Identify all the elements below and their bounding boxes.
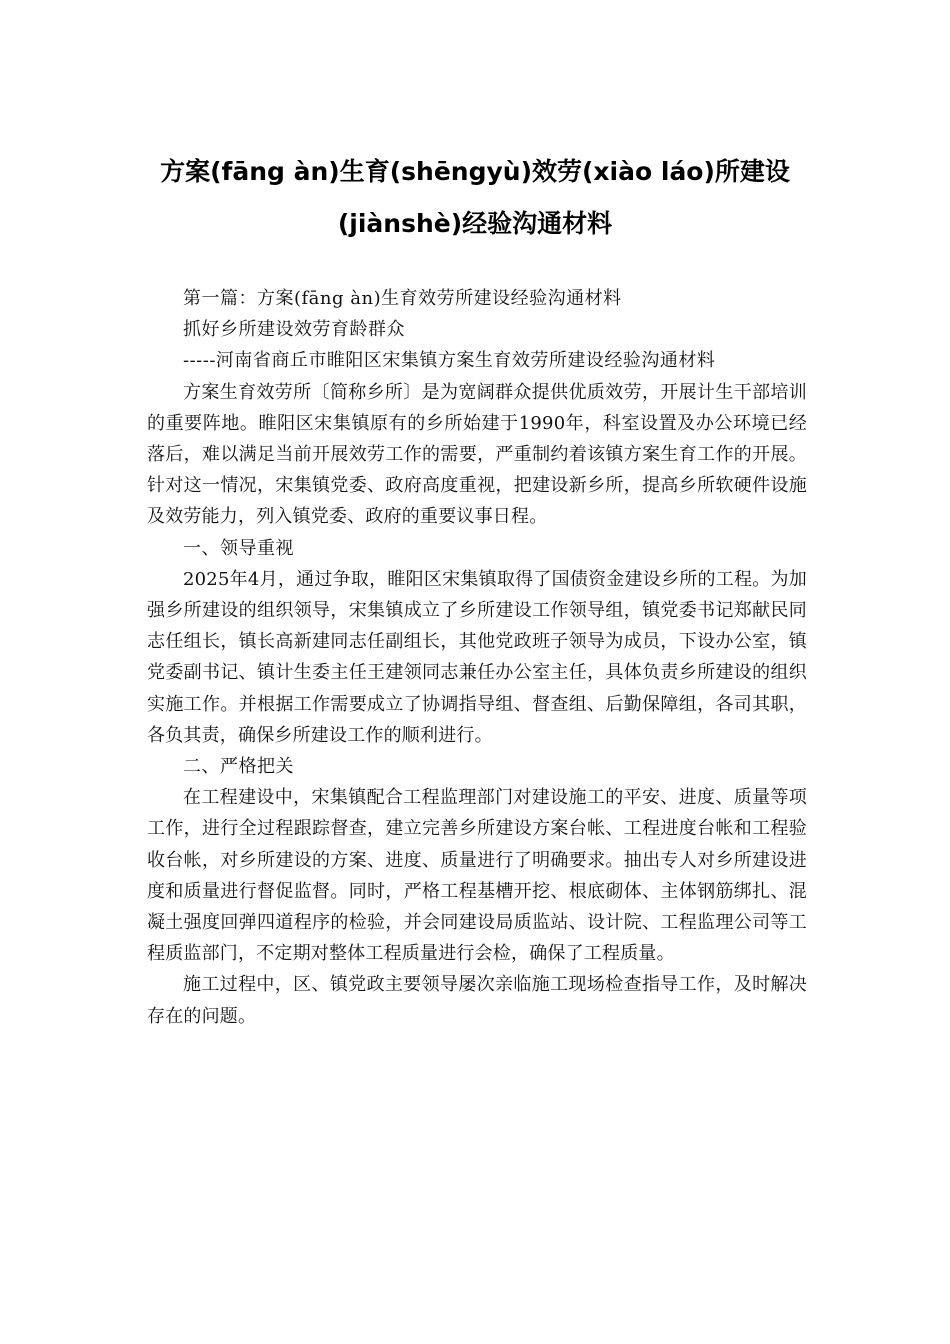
section-heading-quality: 二、严格把关 <box>183 756 294 778</box>
section-heading-leadership: 一、领导重视 <box>183 537 294 559</box>
paragraph-quality: 在工程建设中，宋集镇配合工程监理部门对建设施工的平安、进度、质量等项工作，进行全过程跟踪督查，建立完善乡所建设方案台帐、工程进度台帐和工程验收台帐，对乡所建设的方案、进度、质量进行了明确要求。抽出专人对乡所建设进度和质量进行督促监督。同时，严格工程基槽开挖、根底砌体、主体钢筋绑扎、混凝土强度回弹四道程序的检验，并会同建设局质监站、设计院、工程监理公司等工程质监部门，不定期对整体工程质量进行会检，确保了工程质量。 <box>147 787 807 965</box>
article-title: 抓好乡所建设效劳育龄群众 <box>183 319 405 341</box>
paragraph-leadership: 2025年4月，通过争取，睢阳区宋集镇取得了国债资金建设乡所的工程。为加强乡所建设的组织领导，宋集镇成立了乡所建设工作领导组，镇党委书记郑献民同志任组长，镇长高新建同志任副组长，其他党政班子领导为成员，下设办公室，镇党委副书记、镇计生委主任王建领同志兼任办公室主任，具体负责乡所建设的组织实施工作。并根据工作需要成立了协调指导组、督查组、后勤保障组，各司其职，各负其责，确保乡所建设工作的顺利进行。 <box>147 568 807 746</box>
title-line-2: (jiànshè)经验沟通材料 <box>337 209 613 238</box>
document-title <box>120 146 830 250</box>
paragraph-construction: 施工过程中，区、镇党政主要领导屡次亲临施工现场检查指导工作，及时解决存在的问题。 <box>147 974 807 1027</box>
document-body <box>147 283 807 1032</box>
section-heading-first: 第一篇：方案(fāng àn)生育效劳所建设经验沟通材料 <box>183 288 622 309</box>
paragraph-intro: 方案生育效劳所〔简称乡所〕是为宽阔群众提供优质效劳，开展计生干部培训的重要阵地。睢阳区宋集镇原有的乡所始建于1990年，科室设置及办公环境已经落后，难以满足当前开展效劳工作的需要，严重制约着该镇方案生育工作的开展。针对这一情况，宋集镇党委、政府高度重视，把建设新乡所，提高乡所软硬件设施及效劳能力，列入镇党委、政府的重要议事日程。 <box>147 381 807 528</box>
title-line-1: 方案(fāng àn)生育(shēngyù)效劳(xiào láo)所建设 <box>160 157 790 186</box>
article-subtitle: -----河南省商丘市睢阳区宋集镇方案生育效劳所建设经验沟通材料 <box>183 350 716 372</box>
